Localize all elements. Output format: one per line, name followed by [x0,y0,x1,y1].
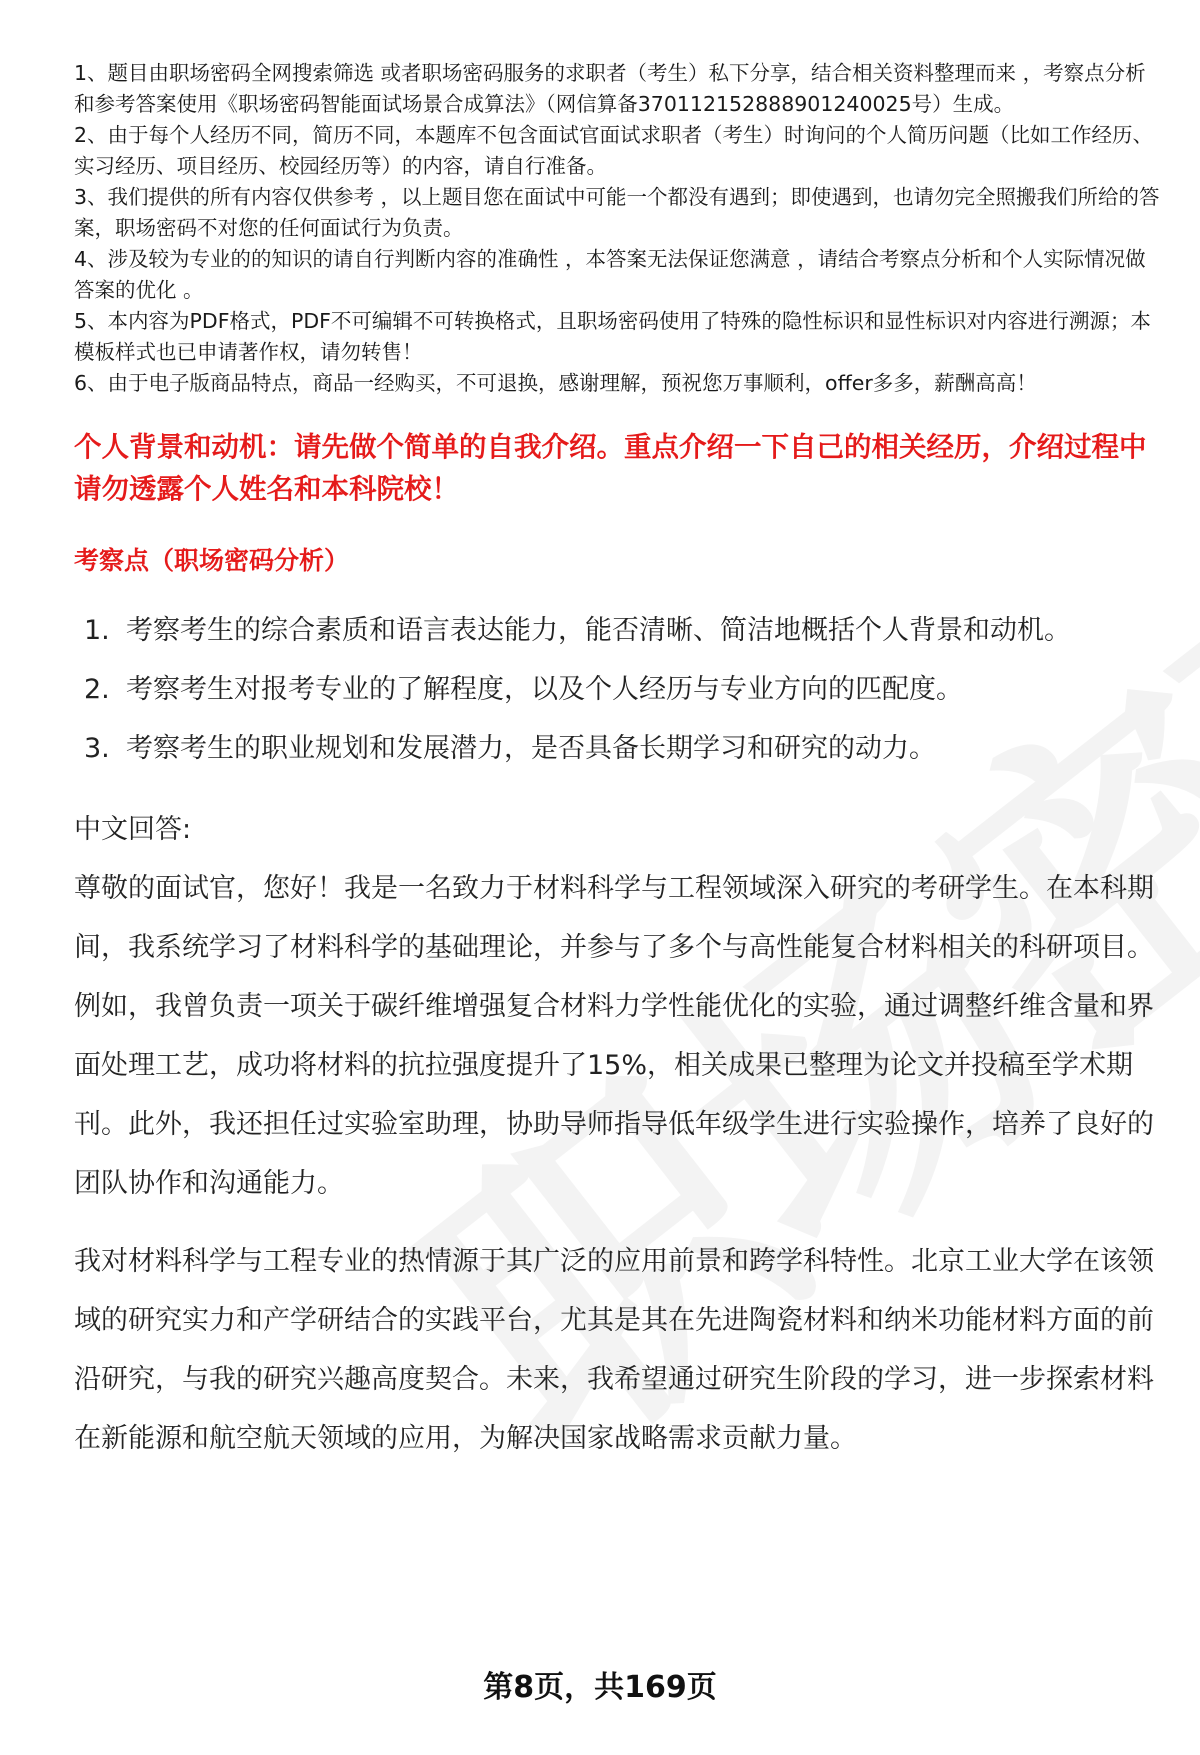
point-text: 考察考生对报考专业的了解程度，以及个人经历与专业方向的匹配度。 [126,674,963,705]
answer-paragraph: 我对材料科学与工程专业的热情源于其广泛的应用前景和跨学科特性。北京工业大学在该领域的研究实力和产学研结合的实践平台，尤其是其在先进陶瓷材料和纳米功能材料方面的前沿研究，与我的研究兴趣高度契合。未来，我希望通过研究生阶段的学习，进一步探索材料在新能源和航空航天领域的应用，为解决国家战略需求贡献力量。 [74,1246,1154,1454]
point-number: 2. [84,674,110,705]
point-number: 3. [84,733,110,764]
disclaimer-item: 3、我们提供的所有内容仅供参考 ，以上题目您在面试中可能一个都没有遇到；即使遇到，也请勿完全照搬我们所给的答案，职场密码不对您的任何面试行为负责。 [74,185,1160,240]
analysis-points [74,601,1162,778]
disclaimer-item: 4、涉及较为专业的的知识的请自行判断内容的准确性 ，本答案无法保证您满意 ，请结合考察点分析和个人实际情况做答案的优化 。 [74,247,1146,302]
point-number: 1. [84,615,110,646]
analysis-point [74,660,1162,719]
answer-label: 中文回答: [74,814,192,845]
analysis-heading: 考察点（职场密码分析） [74,546,350,575]
question-title: 个人背景和动机：请先做个简单的自我介绍。重点介绍一下自己的相关经历，介绍过程中请勿透露个人姓名和本科院校！ [74,431,1147,505]
disclaimer-item: 1、题目由职场密码全网搜索筛选 或者职场密码服务的求职者（考生）私下分享，结合相关资料整理而来 ，考察点分析和参考答案使用《职场密码智能面试场景合成算法》（网信算备370112152888901240025号）生成。 [74,61,1146,116]
point-text: 考察考生的综合素质和语言表达能力，能否清晰、简洁地概括个人背景和动机。 [126,615,1071,646]
page-number-footer: 第8页，共169页 [483,1670,717,1705]
disclaimer-item: 6、由于电子版商品特点，商品一经购买，不可退换，感谢理解，预祝您万事顺利，offer多多，薪酬高高！ [74,371,1037,395]
page-content [74,58,1162,1468]
answer-body [74,859,1162,1468]
analysis-point [74,601,1162,660]
disclaimer-item: 2、由于每个人经历不同，简历不同，本题库不包含面试官面试求职者（考生）时询问的个人简历问题（比如工作经历、实习经历、项目经历、校园经历等）的内容，请自行准备。 [74,123,1154,178]
answer-paragraph: 尊敬的面试官，您好！我是一名致力于材料科学与工程领域深入研究的考研学生。在本科期间，我系统学习了材料科学的基础理论，并参与了多个与高性能复合材料相关的科研项目。例如，我曾负责一项关于碳纤维增强复合材料力学性能优化的实验，通过调整纤维含量和界面处理工艺，成功将材料的抗拉强度提升了15%，相关成果已整理为论文并投稿至学术期刊。此外，我还担任过实验室助理，协助导师指导低年级学生进行实验操作，培养了良好的团队协作和沟通能力。 [74,873,1154,1199]
analysis-point [74,719,1162,778]
disclaimer-block [74,58,1162,399]
disclaimer-item: 5、本内容为PDF格式，PDF不可编辑不可转换格式，且职场密码使用了特殊的隐性标识和显性标识对内容进行溯源；本模板样式也已申请著作权，请勿转售！ [74,309,1151,364]
point-text: 考察考生的职业规划和发展潜力，是否具备长期学习和研究的动力。 [126,733,936,764]
